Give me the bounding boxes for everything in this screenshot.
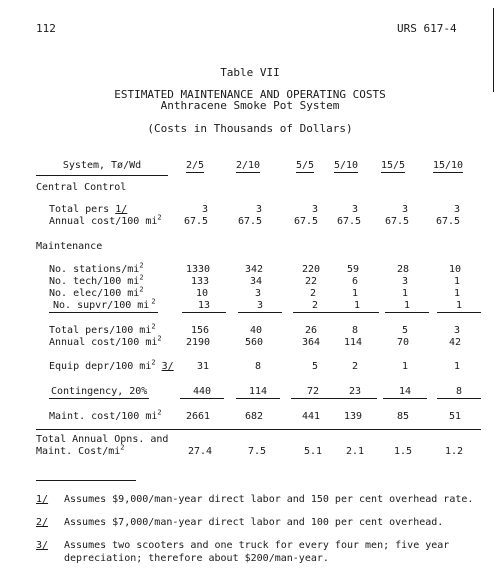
row-label: Total pers/100 $mi^2$ bbox=[49, 322, 156, 336]
table-row: Maint. Cost/$mi^2$ 27.4 7.5 5.1 2.1 1.5 1.2 bbox=[36, 443, 464, 457]
section-maintenance: Maintenance bbox=[36, 241, 103, 252]
table-label: Table VII bbox=[220, 66, 280, 79]
table-row: No. supvr/100 mi $^2$ 13 3 2 1 1 1 bbox=[0, 300, 500, 312]
row-label: No. elec/100 $mi^2$ bbox=[49, 285, 144, 299]
table-row: No. tech/100 $mi^2$ 133 34 22 6 3 1 bbox=[49, 273, 461, 287]
footnote-rule bbox=[36, 480, 136, 481]
table-bottom-rule bbox=[36, 429, 481, 430]
table-subtitle: Anthracene Smoke Pot System bbox=[160, 99, 340, 112]
row-label: Contingency, 20% bbox=[51, 386, 148, 397]
binding-line bbox=[493, 8, 494, 92]
table-row: Annual cost/100 $mi^2$ 2190 560 364 114 70 42 bbox=[49, 334, 462, 348]
row-label: Maint. cost/100 $mi^2$ bbox=[49, 408, 162, 422]
row-label: No. supvr/100 mi $^2$ bbox=[49, 300, 158, 313]
section-central-control: Central Control bbox=[36, 182, 127, 193]
stub-header bbox=[36, 160, 168, 171]
header-rule bbox=[36, 175, 168, 176]
row-label: Maint. Cost/$mi^2$ bbox=[36, 443, 125, 457]
column-header: 15/5 bbox=[380, 160, 406, 171]
row-label: No. stations/$mi^2$ bbox=[49, 261, 144, 275]
column-header: 5/5 bbox=[295, 160, 315, 171]
row-label: Annual cost/100 $mi^2$ bbox=[49, 213, 162, 227]
column-header: 15/10 bbox=[432, 160, 464, 171]
column-header: 2/5 bbox=[185, 160, 205, 171]
row-label: Total Annual Opns. and bbox=[36, 434, 169, 445]
table-row bbox=[0, 434, 500, 446]
column-header: 2/10 bbox=[235, 160, 261, 171]
table-row: Contingency, 20% 440 114 72 23 14 8 bbox=[0, 386, 500, 398]
units-note: (Costs in Thousands of Dollars) bbox=[147, 122, 353, 135]
page-number: 112 bbox=[36, 22, 56, 35]
table-row: Annual cost/100 $mi^2$ 67.5 67.5 67.5 67.5 67.5 67.5 bbox=[49, 213, 461, 227]
row-label: Total pers 1/ bbox=[49, 204, 128, 215]
table-row: No. stations/$mi^2$ 1330 342 220 59 28 10 bbox=[49, 261, 462, 275]
table-row: No. elec/100 $mi^2$ 10 3 2 1 1 1 bbox=[49, 285, 461, 299]
row-label: No. tech/100 $mi^2$ bbox=[49, 273, 144, 287]
stub-header-text: System, Tø/Wd bbox=[62, 160, 142, 171]
table-row: Total pers/100 $mi^2$ 156 40 26 8 5 3 bbox=[49, 322, 461, 336]
table-row: Total pers 1/ 3 3 3 3 3 3 bbox=[49, 204, 461, 215]
table-row: Maint. cost/100 $mi^2$ 2661 682 441 139 85 51 bbox=[49, 408, 462, 422]
column-header: 5/10 bbox=[333, 160, 359, 171]
table-row: Equip depr/100 $mi^2$ 3/ 31 8 5 2 1 1 bbox=[49, 358, 461, 372]
table-title: ESTIMATED MAINTENANCE AND OPERATING COSTS bbox=[114, 88, 386, 101]
report-id: URS 617-4 bbox=[397, 22, 457, 35]
row-label: Annual cost/100 $mi^2$ bbox=[49, 334, 162, 348]
row-label: Equip depr/100 $mi^2$ 3/ bbox=[49, 358, 174, 372]
